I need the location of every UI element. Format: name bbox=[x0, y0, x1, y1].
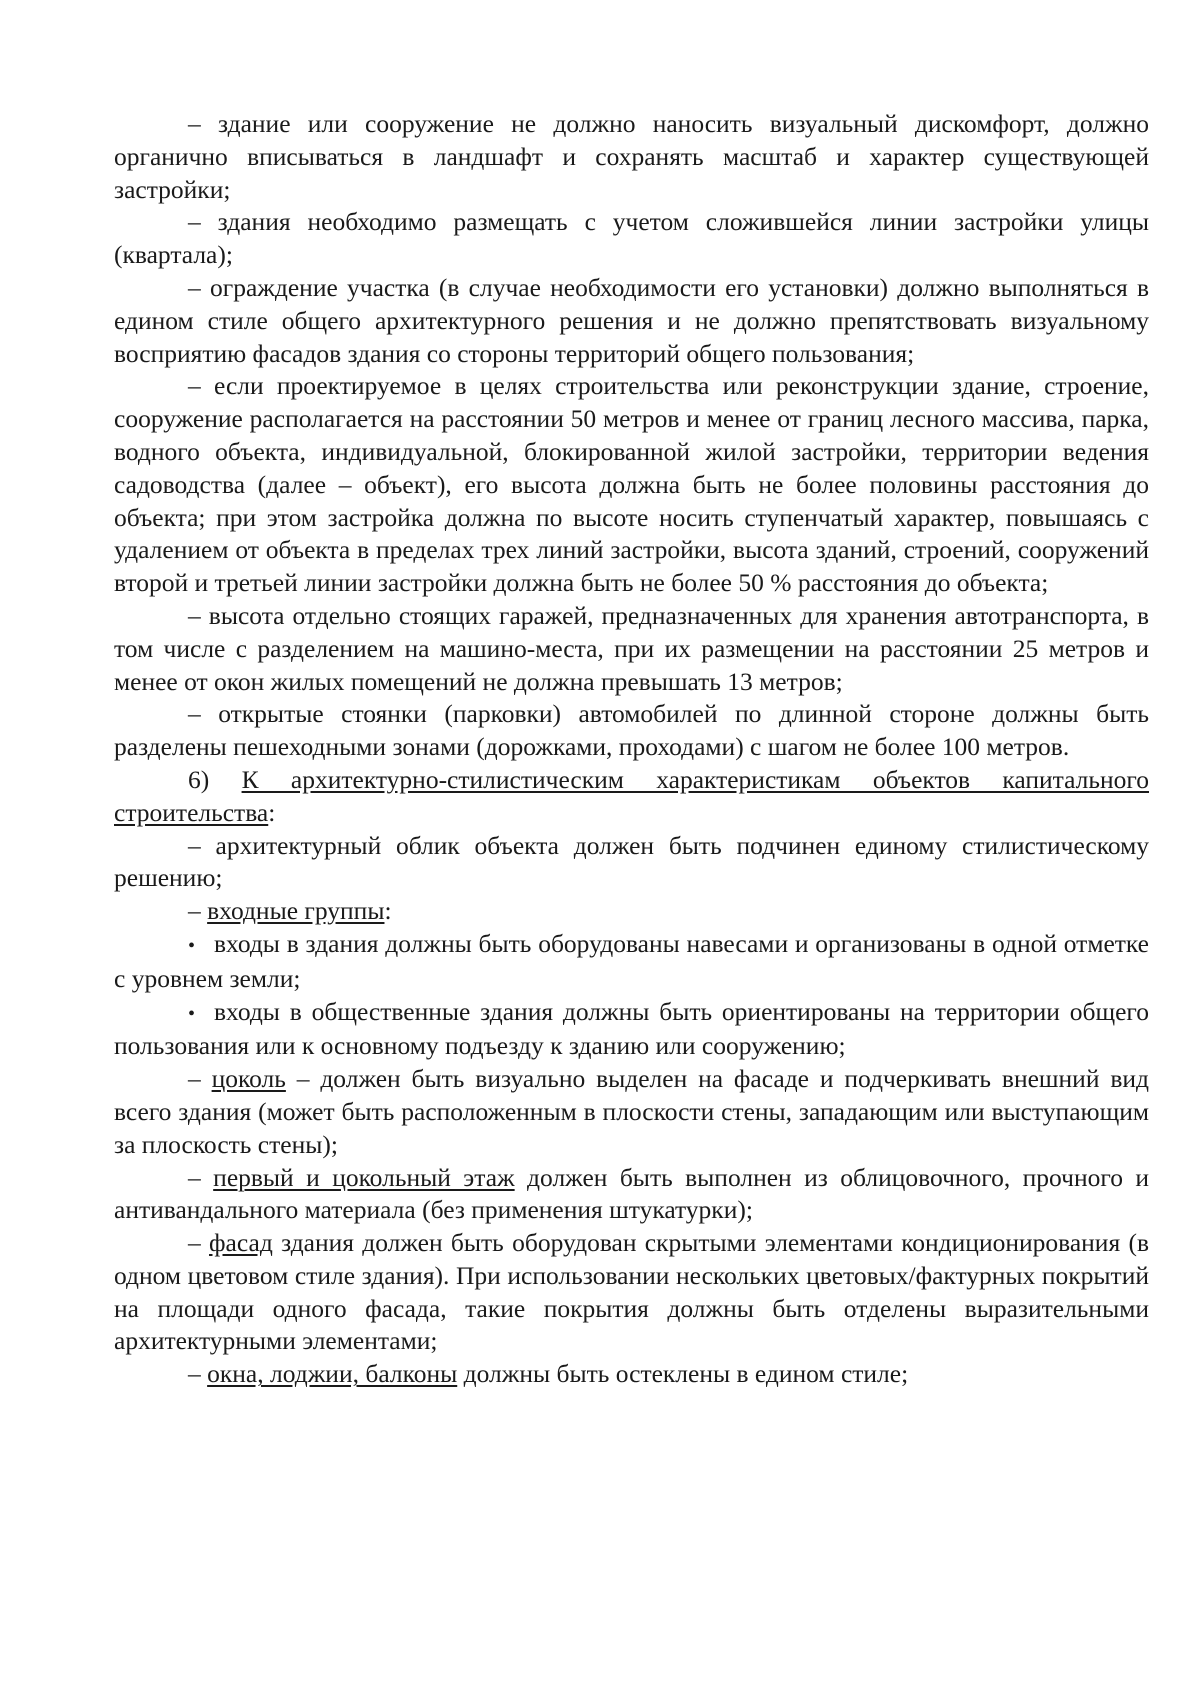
paragraph-text: должны быть остеклены в едином стиле; bbox=[457, 1359, 909, 1389]
paragraph-text: – должен быть визуально выделен на фасаде и подчеркивать внешний вид всего здания (может быть расположенным в плоскости стены, западающим или выступающим за плоскость стены); bbox=[114, 1064, 1149, 1159]
paragraph-garages bbox=[114, 600, 1149, 698]
paragraph-text: здание или сооружение не должно наносить визуальный дискомфорт, должно органично вписываться в ландшафт и сохранять масштаб и характер существующей застройки; bbox=[114, 109, 1149, 204]
dash-marker: – bbox=[188, 699, 219, 729]
dash-marker: – bbox=[188, 109, 218, 138]
underlined-term: цоколь bbox=[211, 1064, 286, 1094]
dash-marker: – bbox=[188, 371, 215, 401]
bullet-icon: • bbox=[188, 934, 196, 957]
paragraph-text: если проектируемое в целях строительства или реконструкции здание, строение, сооружение располагается на расстоянии 50 метров и менее от границ лесного массива, парка, водного объекта, индивидуальной, блокированной жилой застройки, территории ведения садоводства (далее – объект), его высота должна быть не более половины расстояния до объекта; при этом застройка должна по высоте носить ступенчатый характер, повышаясь с удалением от объекта в пределах трех линий застройки, высота зданий, строений, сооружений второй и третьей линии застройки должна быть не более 50 % расстояния до объекта; bbox=[114, 371, 1150, 598]
paragraph-text: здания должен быть оборудован скрытыми элементами кондиционирования (в одном цветовом стиле здания). При использовании нескольких цветовых/фактурных покрытий на площади одного фасада, такие покрытия должны быть отделены выразительными архитектурными элементами; bbox=[114, 1228, 1149, 1356]
paragraph-text: здания необходимо размещать с учетом сложившейся линии застройки улицы (квартала); bbox=[114, 207, 1150, 270]
paragraph-building-discomfort bbox=[114, 108, 1149, 206]
section-heading-6 bbox=[114, 764, 1149, 830]
bullet-public-entrances bbox=[114, 996, 1149, 1064]
bullet-icon: • bbox=[188, 1002, 196, 1025]
section-colon: : bbox=[268, 797, 276, 827]
dash-marker: – bbox=[188, 1359, 208, 1389]
dash-marker: – bbox=[188, 1228, 210, 1258]
underlined-term: первый и цокольный этаж bbox=[213, 1162, 515, 1192]
dash-marker: – bbox=[188, 272, 210, 302]
paragraph-text: входы в здания должны быть оборудованы навесами и организованы в одной отметке с уровнем земли; bbox=[114, 928, 1149, 993]
paragraph-building-line bbox=[114, 206, 1149, 272]
section-title: К архитектурно-стилистическим характеристикам объектов капитального строительства bbox=[114, 764, 1149, 827]
section-number: 6) bbox=[188, 764, 242, 794]
paragraph-entrance-groups bbox=[114, 895, 1149, 928]
dash-marker: – bbox=[188, 1162, 214, 1192]
underlined-term: входные группы bbox=[207, 896, 385, 926]
paragraph-text: высота отдельно стоящих гаражей, предназначенных для хранения автотранспорта, в том числе с разделением на машино-места, при их размещении на расстоянии 25 метров и менее от окон жилых помещений не должна превышать 13 метров; bbox=[114, 600, 1149, 696]
dash-marker: – bbox=[188, 1064, 212, 1094]
paragraph-facade bbox=[114, 1227, 1149, 1358]
paragraph-height-limit bbox=[114, 370, 1149, 600]
paragraph-windows bbox=[114, 1358, 1149, 1391]
paragraph-text: ограждение участка (в случае необходимости его установки) должно выполняться в едином стиле общего архитектурного решения и не должно препятствовать визуальному восприятию фасадов здания со стороны территорий общего пользования; bbox=[114, 272, 1150, 368]
dash-marker: – bbox=[188, 830, 216, 860]
dash-marker: – bbox=[188, 600, 209, 630]
paragraph-text: открытые стоянки (парковки) автомобилей по длинной стороне должны быть разделены пешеходными зонами (дорожками, проходами) с шагом не более 100 метров. bbox=[114, 699, 1150, 762]
dash-marker: – bbox=[188, 896, 208, 926]
underlined-term: окна, лоджии, балконы bbox=[207, 1359, 458, 1389]
underlined-term: фасад bbox=[209, 1228, 273, 1258]
paragraph-text: должен быть выполнен из облицовочного, прочного и антивандального материала (без применения штукатурки); bbox=[114, 1162, 1150, 1225]
paragraph-text: : bbox=[384, 896, 392, 926]
paragraph-architectural-look bbox=[114, 830, 1149, 896]
paragraph-plinth bbox=[114, 1063, 1149, 1161]
paragraph-parking bbox=[114, 698, 1149, 764]
paragraph-text: архитектурный облик объекта должен быть подчинен единому стилистическому решению; bbox=[114, 830, 1149, 893]
paragraph-text: входы в общественные здания должны быть ориентированы на территории общего пользования или к основному подъезду к зданию или сооружению; bbox=[114, 996, 1149, 1061]
bullet-entrances-canopies bbox=[114, 928, 1149, 996]
document-page bbox=[114, 108, 1149, 1391]
dash-marker: – bbox=[188, 207, 218, 237]
paragraph-first-floor bbox=[114, 1162, 1149, 1228]
paragraph-fence bbox=[114, 272, 1149, 370]
